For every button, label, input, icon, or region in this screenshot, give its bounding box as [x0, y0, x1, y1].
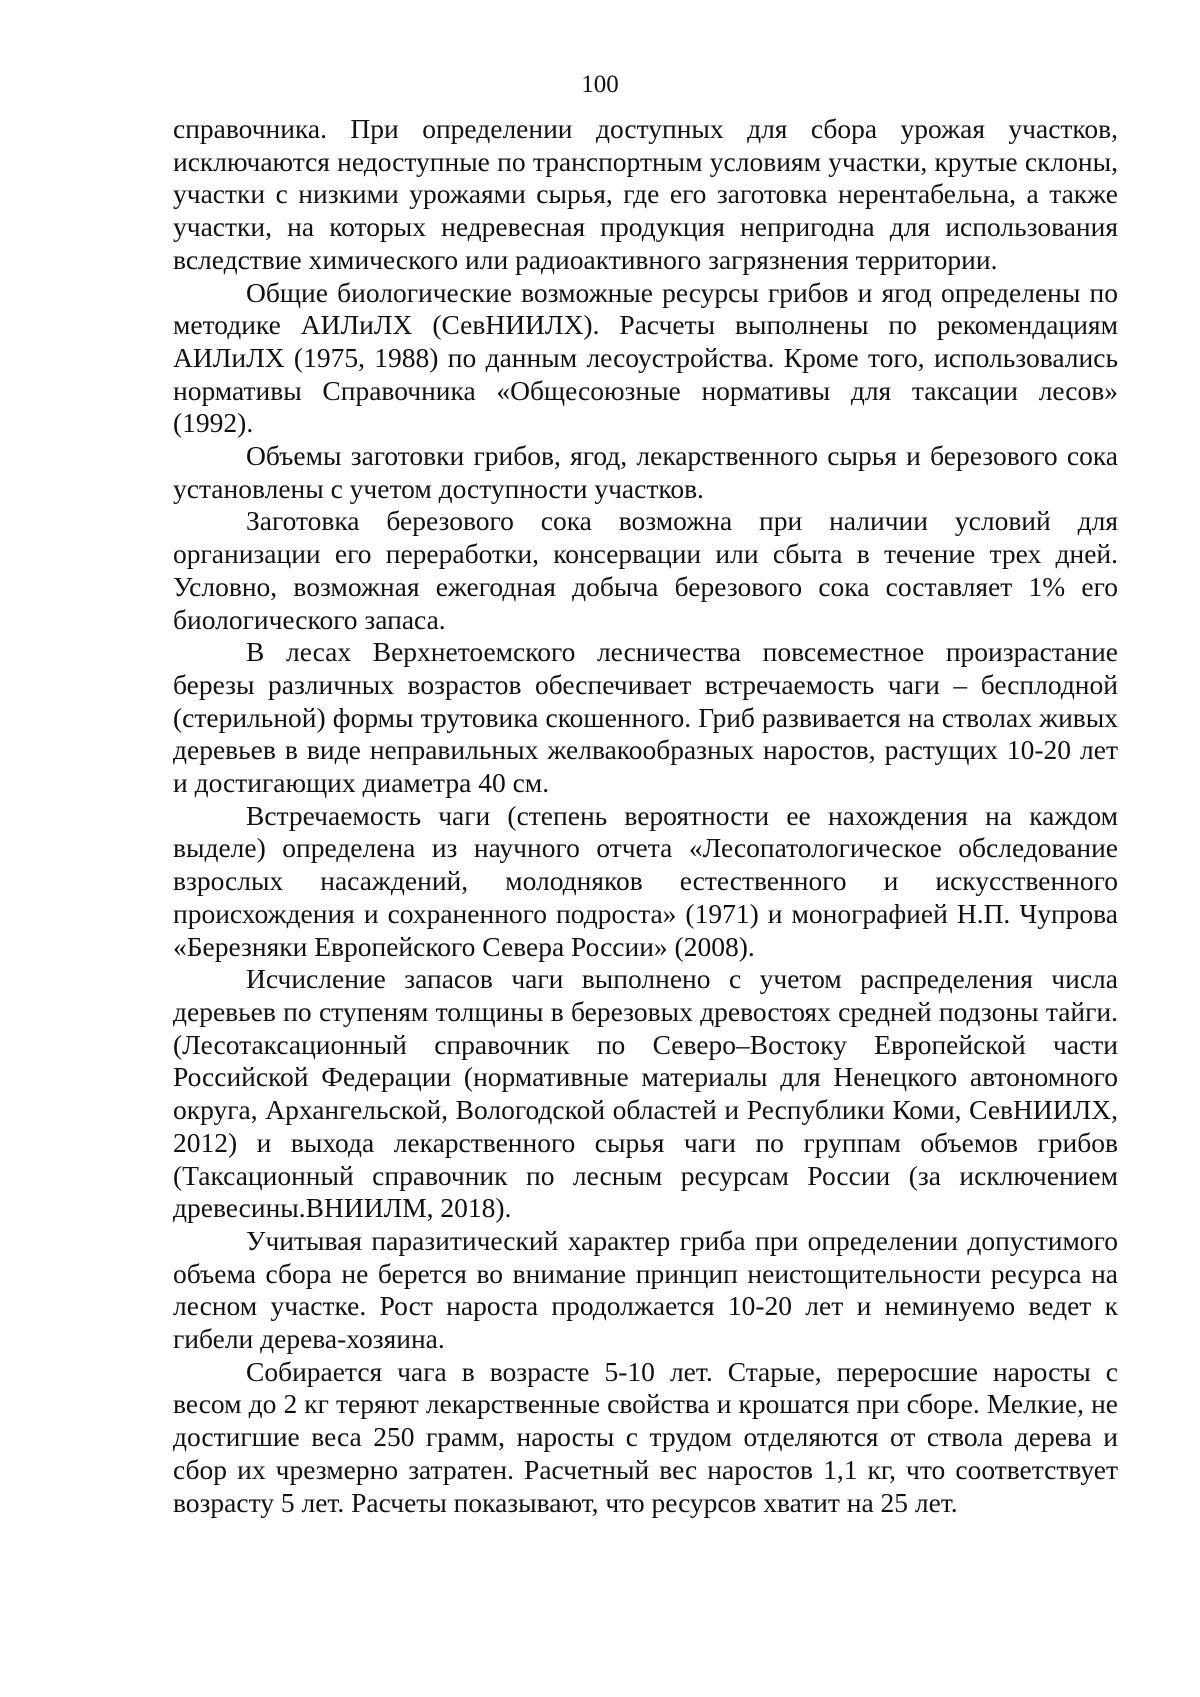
- page-number: 100: [581, 71, 619, 98]
- paragraph: Исчисление запасов чаги выполнено с учетом распределения числа деревьев по ступеням толщины в березовых древостоях средней подзоны тайги. (Лесотаксационный справочник по Северо–Востоку Европейской части Российской Федерации (нормативные материалы для Ненецкого автономного округа, Архангельской, Вологодской областей и Республики Коми, СевНИИЛХ, 2012) и выхода лекарственного сырья чаги по группам объемов грибов (Таксационный справочник по лесным ресурсам России (за исключением древесины.ВНИИЛМ, 2018).: [173, 963, 1118, 1224]
- paragraph: Собирается чага в возрасте 5-10 лет. Старые, переросшие наросты с весом до 2 кг теряют лекарственные свойства и крошатся при сборе. Мелкие, не достигшие веса 250 грамм, наросты с трудом отделяются от ствола дерева и сбор их чрезмерно затратен. Расчетный вес наростов 1,1 кг, что соответствует возрасту 5 лет. Расчеты показывают, что ресурсов хватит на 25 лет.: [173, 1355, 1118, 1518]
- paragraph: Встречаемость чаги (степень вероятности ее нахождения на каждом выделе) определена из научного отчета «Лесопатологическое обследование взрослых насаждений, молодняков естественного и искусственного происхождения и сохраненного подроста» (1971) и монографией Н.П. Чупрова «Березняки Европейского Севера России» (2008).: [173, 799, 1118, 962]
- document-body: [173, 113, 1118, 1519]
- paragraph: Объемы заготовки грибов, ягод, лекарственного сырья и березового сока установлены с учетом доступности участков.: [173, 440, 1118, 504]
- paragraph-continuation: справочника. При определении доступных для сбора урожая участков, исключаются недоступные по транспортным условиям участки, крутые склоны, участки с низкими урожаями сырья, где его заготовка нерентабельна, а также участки, на которых недревесная продукция непригодна для использования вследствие химического или радиоактивного загрязнения территории.: [173, 113, 1118, 275]
- paragraph: Общие биологические возможные ресурсы грибов и ягод определены по методике АИЛиЛХ (СевНИИЛХ). Расчеты выполнены по рекомендациям АИЛиЛХ (1975, 1988) по данным лесоустройства. Кроме того, использовались нормативы Справочника «Общесоюзные нормативы для таксации лесов» (1992).: [173, 276, 1118, 439]
- paragraph: Заготовка березового сока возможна при наличии условий для организации его переработки, консервации или сбыта в течение трех дней. Условно, возможная ежегодная добыча березового сока составляет 1% его биологического запаса.: [173, 505, 1118, 635]
- paragraph: Учитывая паразитический характер гриба при определении допустимого объема сбора не берется во внимание принцип неистощительности ресурса на лесном участке. Рост нароста продолжается 10-20 лет и неминуемо ведет к гибели дерева-хозяина.: [173, 1224, 1118, 1355]
- paragraph: В лесах Верхнетоемского лесничества повсеместное произрастание березы различных возрастов обеспечивает встречаемость чаги – бесплодной (стерильной) формы трутовика скошенного. Гриб развивается на стволах живых деревьев в виде неправильных желвакообразных наростов, растущих 10-20 лет и достигающих диаметра 40 см.: [173, 636, 1118, 799]
